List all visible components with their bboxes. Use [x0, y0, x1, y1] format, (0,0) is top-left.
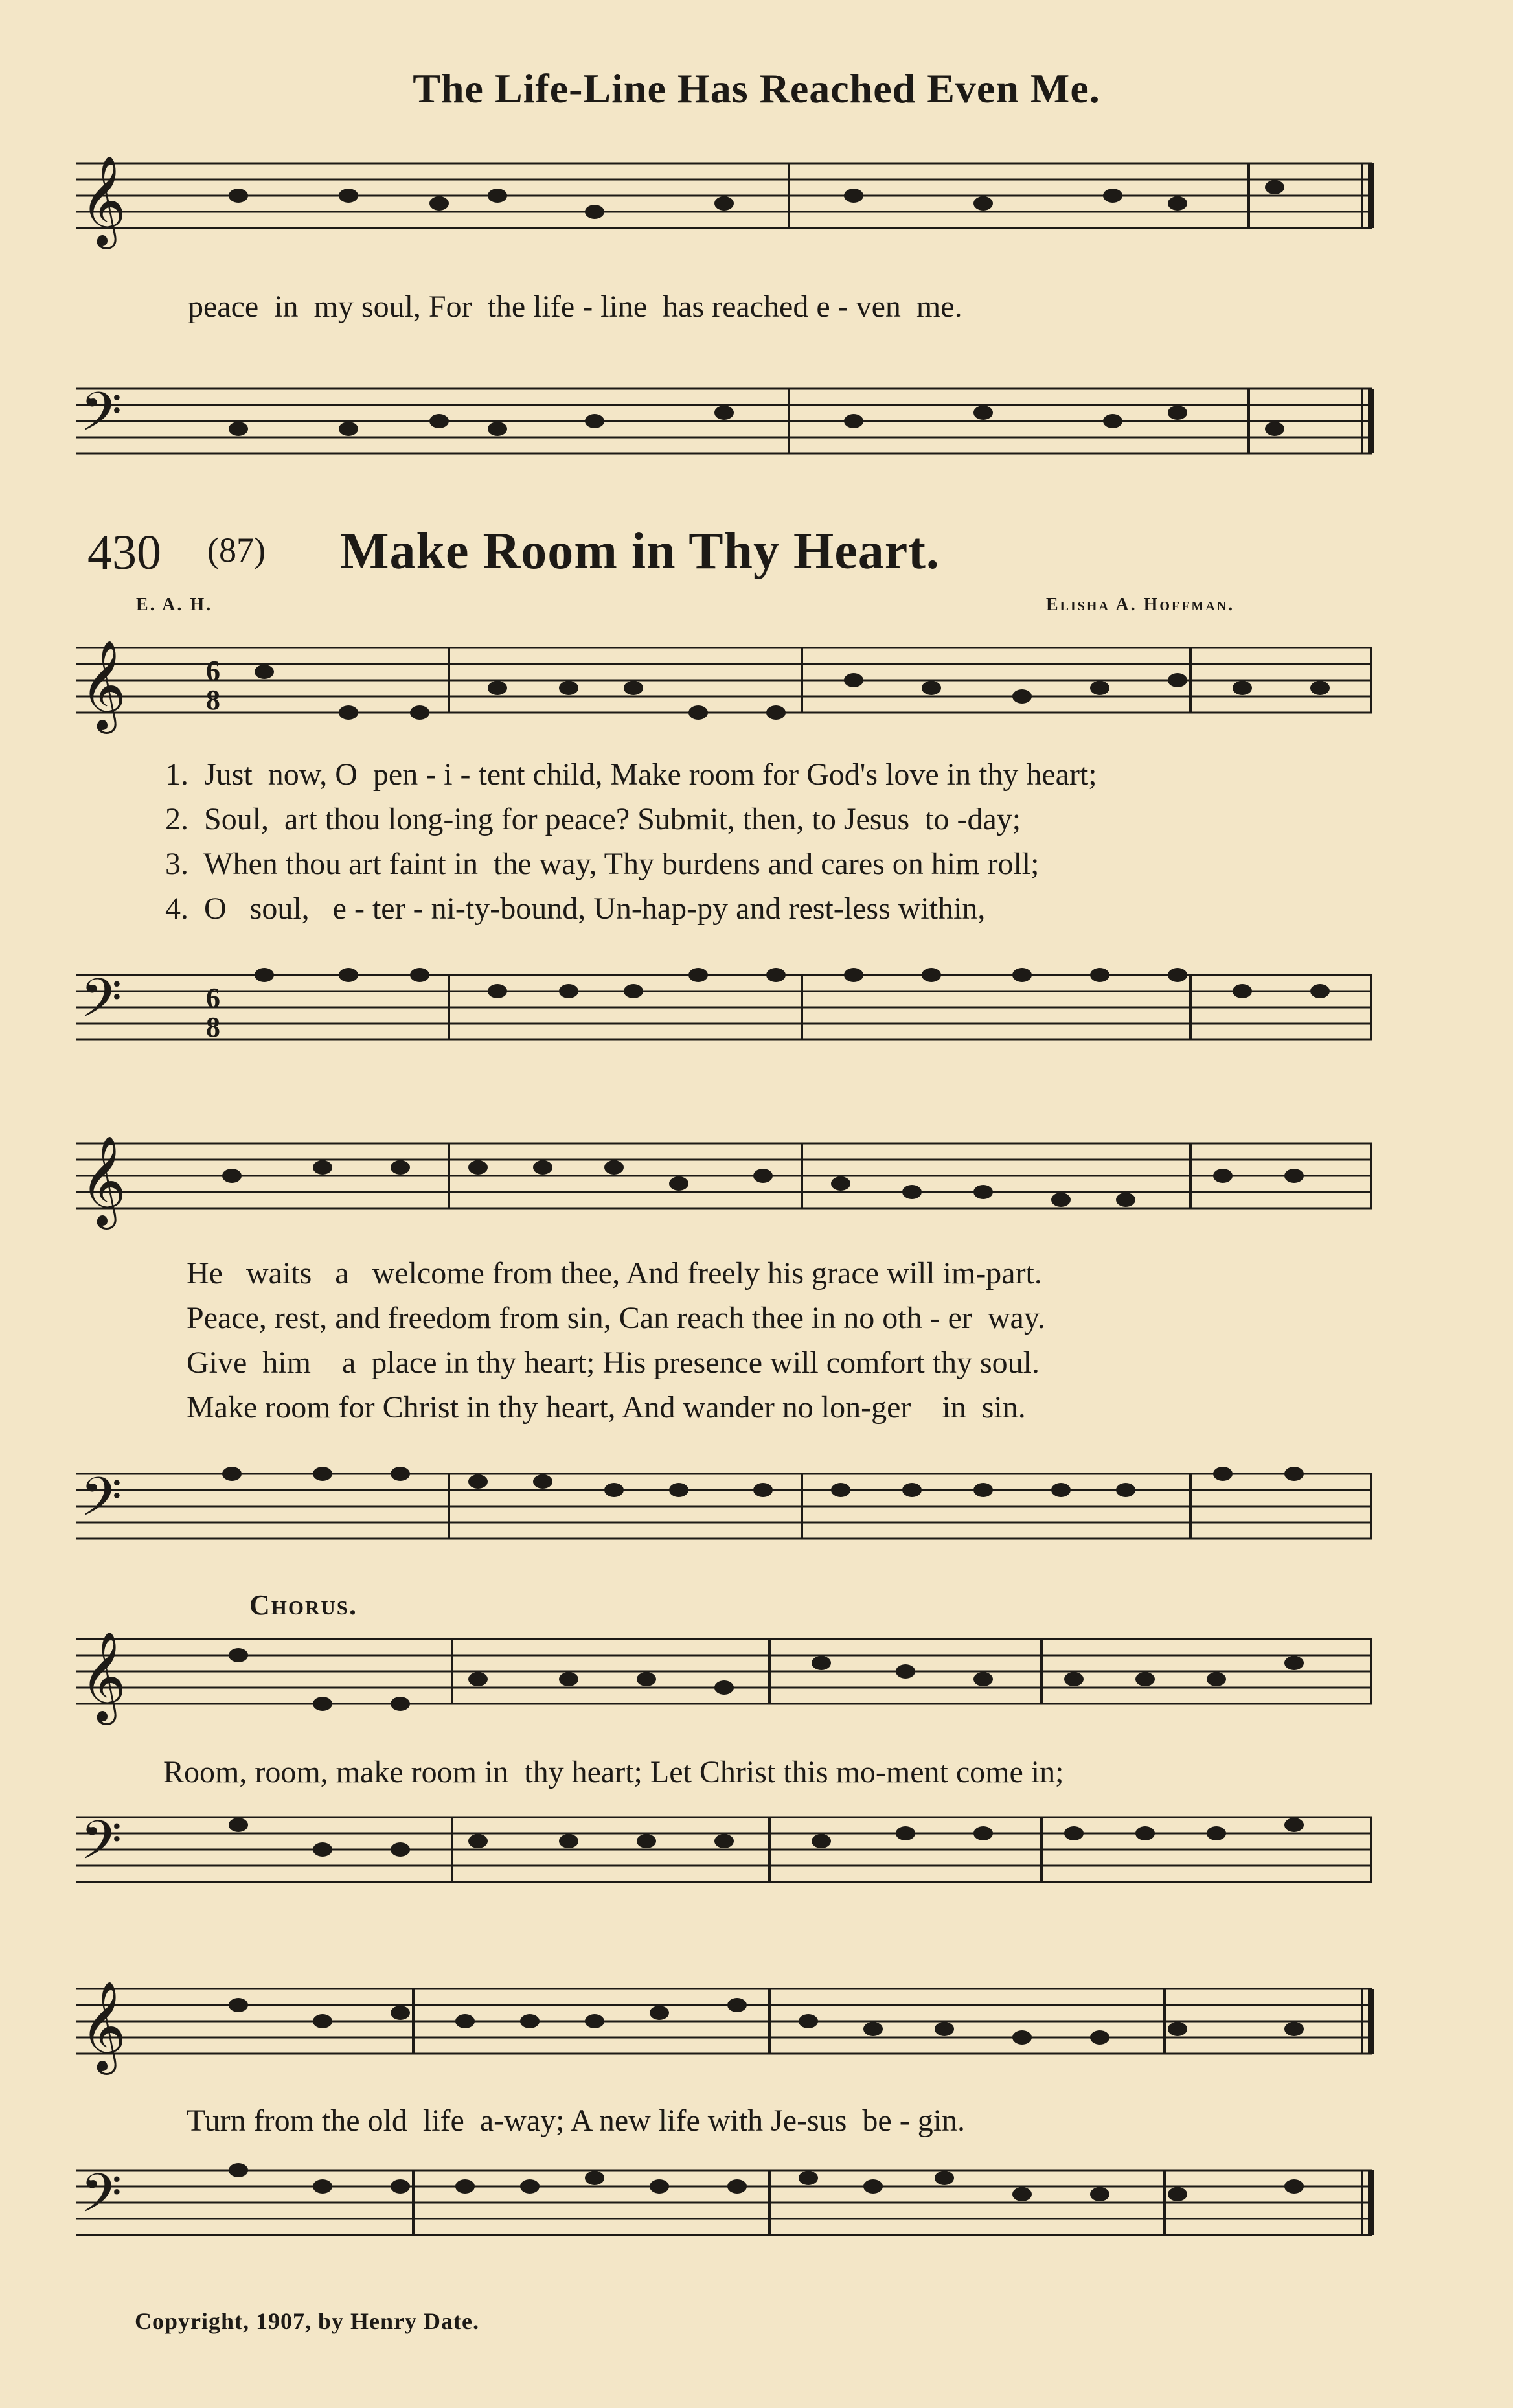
- verse-4-line-1: 4. O soul, e - ter - ni-ty-bound, Un-hap-py and rest-less within,: [165, 891, 986, 926]
- hymn-title: Make Room in Thy Heart.: [340, 523, 940, 580]
- hymn-number: 430: [87, 525, 161, 580]
- music-staff-treble: [76, 1137, 1378, 1234]
- verse-3-line-1: 3. When thou art faint in the way, Thy burdens and cares on him roll;: [165, 847, 1040, 881]
- svg-text:6: 6: [206, 982, 220, 1014]
- svg-text:𝄞: 𝄞: [80, 157, 126, 244]
- music-staff-treble: [76, 1982, 1378, 2080]
- svg-text:𝄞: 𝄞: [80, 1138, 126, 1224]
- verse-1-line-1: 1. Just now, O pen - i - tent child, Make room for God's love in thy heart;: [165, 757, 1097, 792]
- svg-text:𝄢: 𝄢: [80, 1468, 122, 1540]
- svg-text:𝄢: 𝄢: [80, 969, 122, 1041]
- music-staff-treble: [76, 1633, 1378, 1730]
- verse-1-line-2: He waits a welcome from thee, And freely his grace will im-part.: [187, 1256, 1042, 1290]
- music-staff-bass: [76, 2164, 1378, 2261]
- svg-text:8: 8: [206, 1011, 220, 1043]
- chorus-line-2: Turn from the old life a-way; A new life with Je-sus be - gin.: [187, 2104, 966, 2138]
- verse-4-line-2: Make room for Christ in thy heart, And wander no lon-ger in sin.: [187, 1390, 1026, 1425]
- svg-text:𝄞: 𝄞: [80, 1983, 126, 2069]
- svg-text:𝄢: 𝄢: [80, 2164, 122, 2236]
- verse-3-line-2: Give him a place in thy heart; His presence will comfort thy soul.: [187, 1346, 1040, 1380]
- words-author: E. A. H.: [136, 595, 213, 615]
- music-staff-treble: [76, 641, 1378, 739]
- previous-hymn-title: The Life-Line Has Reached Even Me.: [413, 65, 1100, 111]
- svg-text:𝄞: 𝄞: [80, 642, 126, 728]
- svg-text:𝄢: 𝄢: [80, 1811, 122, 1883]
- svg-text:𝄢: 𝄢: [80, 383, 122, 455]
- verse-2-line-2: Peace, rest, and freedom from sin, Can reach thee in no oth - er way.: [187, 1301, 1045, 1335]
- svg-text:6: 6: [206, 655, 220, 687]
- svg-text:8: 8: [206, 684, 220, 716]
- verse-2-line-1: 2. Soul, art thou long-ing for peace? Submit, then, to Jesus to -day;: [165, 802, 1021, 836]
- copyright-notice: Copyright, 1907, by Henry Date.: [135, 2308, 479, 2334]
- music-staff-bass: [76, 1467, 1378, 1565]
- previous-hymn-lyric: peace in my soul, For the life - line has reached e - ven me.: [188, 290, 962, 324]
- music-staff-bass: [76, 382, 1378, 479]
- chorus-label: Chorus.: [249, 1589, 358, 1621]
- hymn-alt-number: (87): [207, 531, 266, 569]
- chorus-line-1: Room, room, make room in thy heart; Let Christ this mo-ment come in;: [163, 1755, 1064, 1789]
- music-staff-bass: [76, 1811, 1378, 1908]
- svg-text:𝄞: 𝄞: [80, 1633, 126, 1719]
- music-composer: Elisha A. Hoffman.: [1046, 595, 1235, 615]
- music-staff-bass: [76, 969, 1378, 1066]
- music-staff-treble: [76, 157, 1378, 254]
